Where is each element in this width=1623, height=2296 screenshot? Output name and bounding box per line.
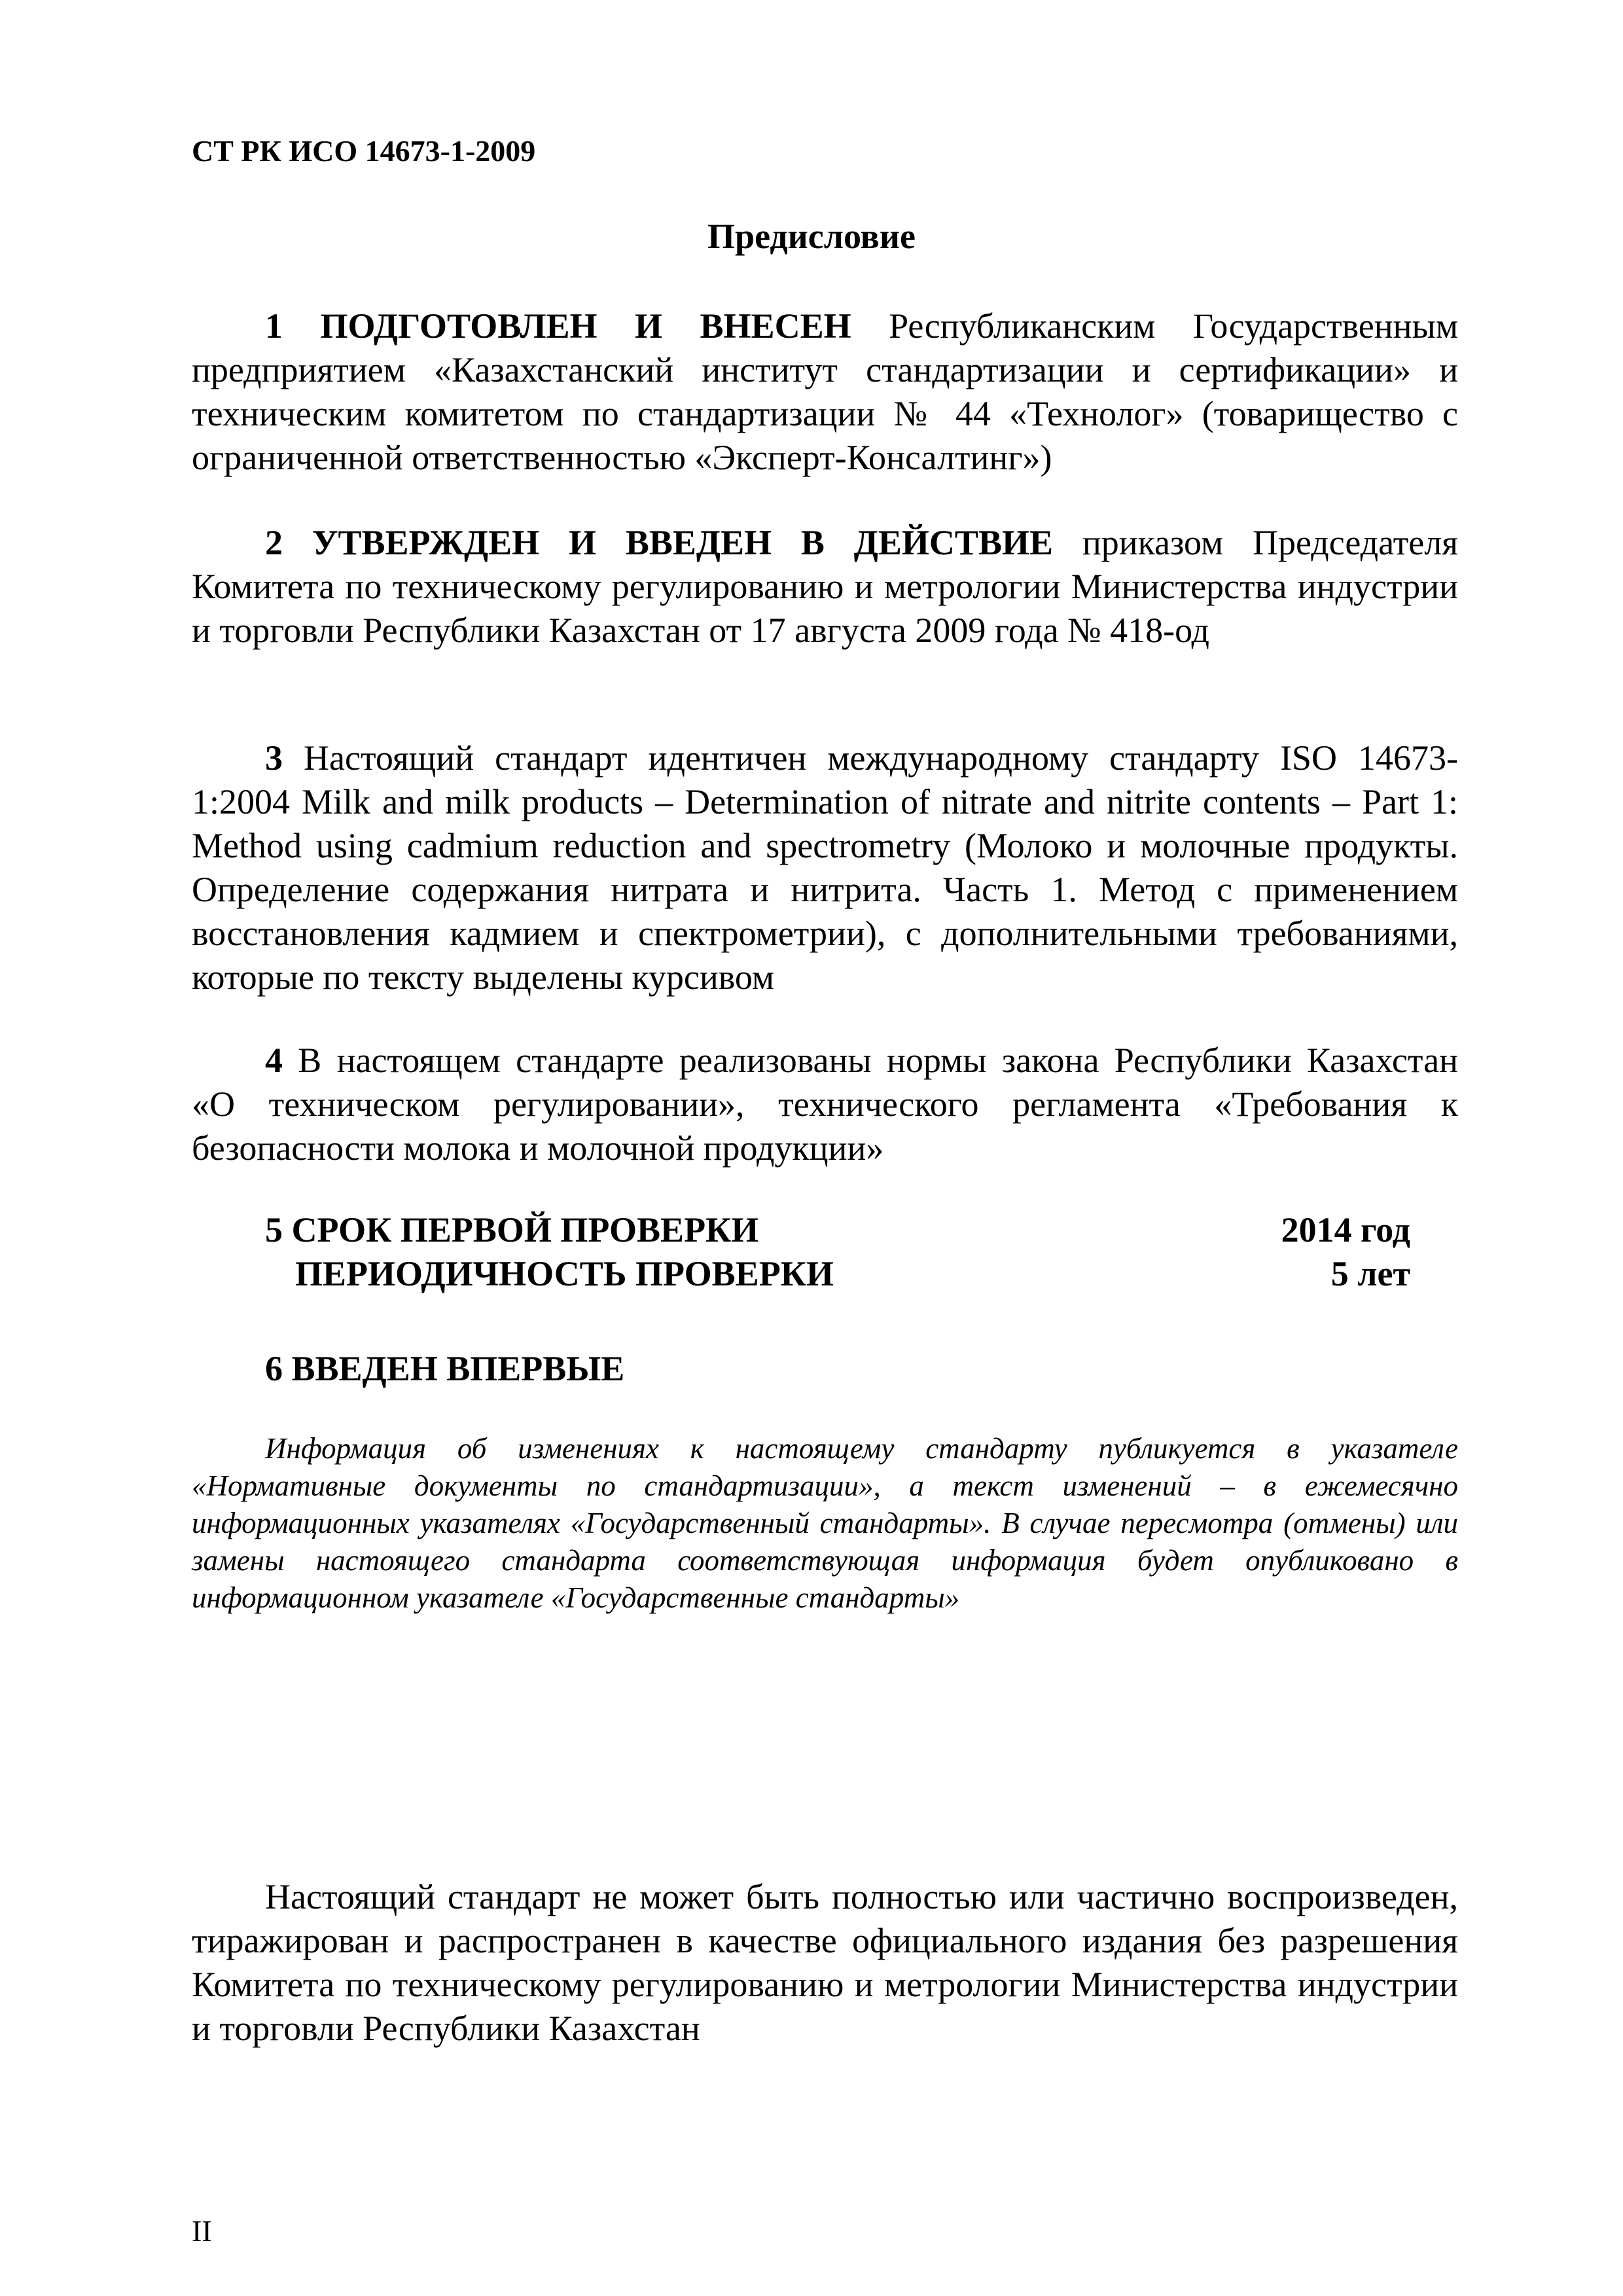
item-2-text: приказом Председателя Комитета по техническому регулированию и метрологии Министерства индустрии и торговли Республики Казахстан от 17 августа 2009 года № 418-од — [192, 523, 1458, 650]
foreword-item-3 — [192, 736, 1458, 999]
changes-info-note: Информация об изменениях к настоящему стандарту публикуется в указателе «Нормативные документы по стандартизации», а текст изменений – в ежемесячно информационных указателях «Государственный стандарты». В случае пересмотра (отмены) или замены настоящего стандарта соответствующая информация будет опубликовано в информационном указателе «Государственные стандарты» — [192, 1432, 1458, 1614]
foreword-item-4 — [192, 1039, 1458, 1170]
page-title: Предисловие — [707, 217, 916, 256]
document-code: СТ РК ИСО 14673-1-2009 — [192, 134, 536, 168]
item-1-lead: ПОДГОТОВЛЕН И ВНЕСЕН — [320, 306, 851, 346]
review-period-label: ПЕРИОДИЧНОСТЬ ПРОВЕРКИ — [295, 1254, 834, 1293]
review-period-row — [265, 1253, 1410, 1294]
item-3-text: Настоящий стандарт идентичен международному стандарту ISO 14673-1:2004 Milk and milk products – Determination of nitrate and nitrite contents – Part 1: Method using cadmium reduction and spectrometry (Молоко и молочные продукты. Определение содержания нитрата и нитрита. Часть 1. Метод с применением восстановления кадмием и спектрометрии), с дополнительными требованиями, которые по тексту выделены курсивом — [192, 738, 1458, 997]
foreword-item-1 — [192, 304, 1458, 480]
page-number: II — [192, 2214, 212, 2248]
item-3-number: 3 — [265, 738, 283, 778]
foreword-item-2 — [192, 521, 1458, 653]
item-1-number: 1 — [265, 306, 283, 346]
first-review-value: 2014 год — [1281, 1210, 1410, 1249]
item-4-text: В настоящем стандарте реализованы нормы закона Республики Казахстан «О техническом регулировании», технического регламента «Требования к безопасности молока и молочной продукции» — [192, 1041, 1458, 1168]
item-4-number: 4 — [265, 1041, 283, 1080]
item-2-lead: УТВЕРЖДЕН И ВВЕДЕН В ДЕЙСТВИЕ — [312, 523, 1053, 562]
foreword-item-6: 6 ВВЕДЕН ВПЕРВЫЕ — [265, 1349, 625, 1388]
item-2-number: 2 — [265, 523, 283, 562]
first-review-label: 5 СРОК ПЕРВОЙ ПРОВЕРКИ — [265, 1210, 759, 1249]
copyright-notice: Настоящий стандарт не может быть полностью или частично воспроизведен, тиражирован и распространен в качестве официального издания без разрешения Комитета по техническому регулированию и метрологии Министерства индустрии и торговли Республики Казахстан — [192, 1877, 1458, 2048]
review-period-value: 5 лет — [1330, 1254, 1410, 1293]
item-1-text: Республиканским Государственным предприятием «Казахстанский институт стандартизации и сертификации» и техническим комитетом по стандартизации № 44 «Технолог» (товарищество с ограниченной ответственностью «Эксперт-Консалтинг») — [192, 306, 1458, 477]
first-review-row — [265, 1210, 1410, 1250]
